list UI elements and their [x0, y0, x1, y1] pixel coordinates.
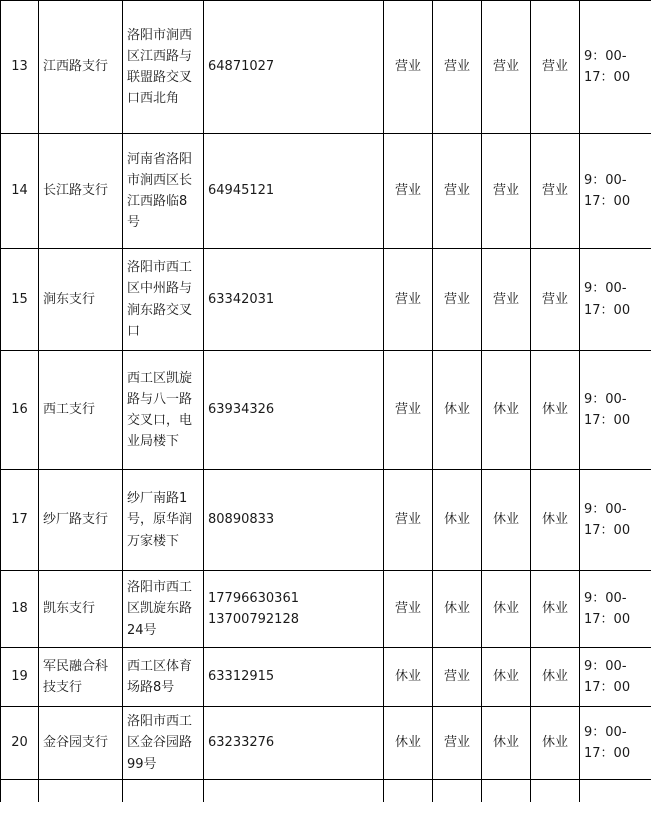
- status-cell-3: 营业: [482, 249, 531, 351]
- status-cell-2: 营业: [433, 648, 482, 707]
- status-cell-1: 营业: [384, 134, 433, 249]
- phone-line: 63233276: [208, 735, 275, 751]
- status-cell-3: 休业: [482, 470, 531, 571]
- hours-line-2: 17：00: [584, 523, 631, 538]
- status-cell-2: 营业: [433, 1, 482, 134]
- business-hours: [580, 1, 651, 134]
- hours-line-1: 9：00-: [584, 501, 627, 517]
- business-hours: [580, 134, 651, 249]
- status-cell-3: 休业: [482, 571, 531, 648]
- phone-line: 63934326: [208, 402, 275, 418]
- row-index: 18: [1, 571, 39, 648]
- branch-phone: [204, 1, 384, 134]
- business-hours: [580, 707, 651, 780]
- branch-address: 西工区体育场路8号: [123, 648, 204, 707]
- phone-line: 80890833: [208, 512, 275, 528]
- status-cell-3: 营业: [482, 1, 531, 134]
- row-index: 15: [1, 249, 39, 351]
- hours-line-1: 9：00-: [584, 658, 627, 674]
- branch-address: 洛阳市涧西区江西路与联盟路交叉口西北角: [123, 1, 204, 134]
- status-cell-2: [433, 780, 482, 803]
- hours-line-2: 17：00: [584, 413, 631, 428]
- hours-line-1: 9：00-: [584, 172, 627, 188]
- table-body: [1, 1, 651, 803]
- branch-phone: [204, 470, 384, 571]
- status-cell-1: 休业: [384, 707, 433, 780]
- row-index: 19: [1, 648, 39, 707]
- status-cell-1: 休业: [384, 648, 433, 707]
- hours-line-2: 17：00: [584, 302, 631, 318]
- row-index: 17: [1, 470, 39, 571]
- status-cell-1: 营业: [384, 470, 433, 571]
- status-cell-4: 休业: [531, 351, 580, 470]
- status-cell-3: 休业: [482, 707, 531, 780]
- status-cell-4: 休业: [531, 648, 580, 707]
- table-row: [1, 351, 651, 470]
- hours-line-1: 9：00-: [584, 391, 627, 407]
- business-hours: [580, 648, 651, 707]
- table-row-partial: [1, 780, 651, 803]
- branch-name: 涧东支行: [39, 249, 123, 351]
- status-cell-2: 休业: [433, 351, 482, 470]
- phone-line: 63342031: [208, 291, 275, 307]
- hours-line-2: 17：00: [584, 194, 631, 209]
- status-cell-3: 休业: [482, 351, 531, 470]
- table-row: [1, 648, 651, 707]
- branch-phone: [204, 707, 384, 780]
- phone-line: 64945121: [208, 183, 275, 199]
- branch-phone: [204, 134, 384, 249]
- status-cell-1: 营业: [384, 571, 433, 648]
- branch-phone: [204, 571, 384, 648]
- branch-name: 军民融合科技支行: [39, 648, 123, 707]
- business-hours: [580, 249, 651, 351]
- status-cell-2: 休业: [433, 571, 482, 648]
- branch-address: 纱厂南路1号，原华润万家楼下: [123, 470, 204, 571]
- status-cell-4: 营业: [531, 134, 580, 249]
- status-cell-3: [482, 780, 531, 803]
- phone-line: 13700792128: [208, 612, 299, 627]
- table-row: [1, 134, 651, 249]
- row-index: 16: [1, 351, 39, 470]
- hours-line-2: 17：00: [584, 70, 631, 85]
- branch-address: 西工区凯旋路与八一路交叉口，电业局楼下: [123, 351, 204, 470]
- status-cell-2: 营业: [433, 134, 482, 249]
- branch-name: 江西路支行: [39, 1, 123, 134]
- status-cell-1: 营业: [384, 249, 433, 351]
- phone-line: 17796630361: [208, 590, 299, 606]
- branch-name: 纱厂路支行: [39, 470, 123, 571]
- status-cell-1: 营业: [384, 351, 433, 470]
- table-row: [1, 249, 651, 351]
- status-cell-3: 休业: [482, 648, 531, 707]
- branch-phone: [204, 648, 384, 707]
- business-hours: [580, 571, 651, 648]
- status-cell-4: 休业: [531, 470, 580, 571]
- status-cell-3: 营业: [482, 134, 531, 249]
- branch-phone: [204, 780, 384, 803]
- branch-name: [39, 780, 123, 803]
- branch-address: [123, 780, 204, 803]
- business-hours: [580, 351, 651, 470]
- branch-address: 河南省洛阳市涧西区长江西路临8号: [123, 134, 204, 249]
- status-cell-4: 休业: [531, 707, 580, 780]
- status-cell-4: 营业: [531, 1, 580, 134]
- status-cell-2: 营业: [433, 249, 482, 351]
- phone-line: 64871027: [208, 59, 275, 75]
- status-cell-1: [384, 780, 433, 803]
- status-cell-1: 营业: [384, 1, 433, 134]
- status-cell-2: 营业: [433, 707, 482, 780]
- hours-line-2: 17：00: [584, 746, 631, 761]
- branch-name: 凯东支行: [39, 571, 123, 648]
- branch-phone: [204, 351, 384, 470]
- hours-line-2: 17：00: [584, 680, 631, 695]
- status-cell-4: 营业: [531, 249, 580, 351]
- branch-phone: [204, 249, 384, 351]
- table-row: [1, 470, 651, 571]
- phone-line: 63312915: [208, 669, 275, 685]
- hours-line-1: 9：00-: [584, 724, 627, 740]
- hours-line-1: 9：00-: [584, 590, 627, 606]
- branch-name: 西工支行: [39, 351, 123, 470]
- row-index: 14: [1, 134, 39, 249]
- table-row: [1, 1, 651, 134]
- row-index: 13: [1, 1, 39, 134]
- table-row: [1, 571, 651, 648]
- table-row: [1, 707, 651, 780]
- branch-address: 洛阳市西工区中州路与涧东路交叉口: [123, 249, 204, 351]
- business-hours: [580, 470, 651, 571]
- hours-line-1: 9：00-: [584, 281, 627, 297]
- branch-address: 洛阳市西工区金谷园路99号: [123, 707, 204, 780]
- branch-address: 洛阳市西工区凯旋东路24号: [123, 571, 204, 648]
- status-cell-4: [531, 780, 580, 803]
- hours-line-1: 9：00-: [584, 48, 627, 64]
- branch-name: 金谷园支行: [39, 707, 123, 780]
- branch-name: 长江路支行: [39, 134, 123, 249]
- status-cell-4: 休业: [531, 571, 580, 648]
- row-index: 20: [1, 707, 39, 780]
- row-index: [1, 780, 39, 803]
- business-hours: [580, 780, 651, 803]
- status-cell-2: 休业: [433, 470, 482, 571]
- hours-line-2: 17：00: [584, 612, 631, 627]
